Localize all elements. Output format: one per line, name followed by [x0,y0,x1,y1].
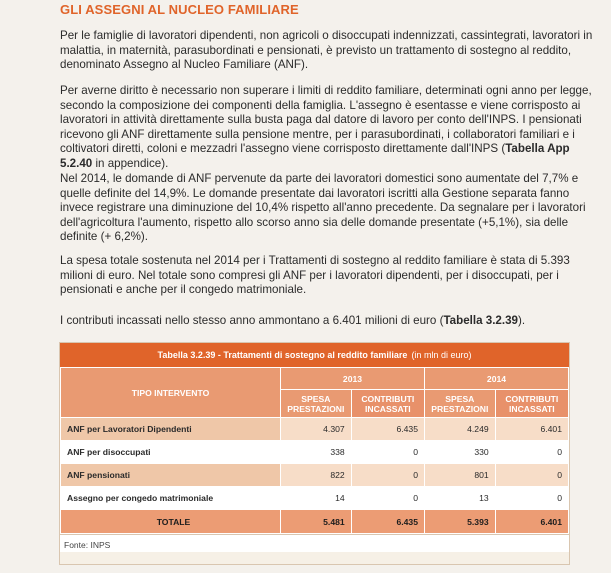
cell-contributi-2013: 6.435 [351,418,424,441]
row-label: ANF pensionati [61,464,281,487]
paragraph-requirements-end: in appendice). [92,156,169,170]
table-row [61,441,569,464]
cell-contributi-2013: 0 [351,487,424,510]
cell-spesa-2013: 822 [281,464,352,487]
cell-spesa-2013: 4.307 [281,418,352,441]
cell-contributi-2014: 0 [495,464,568,487]
paragraph-contributi-end: ). [518,314,526,327]
total-contributi-2013: 6.435 [351,510,424,534]
paragraph-2014-domande: Nel 2014, le domande di ANF pervenute da parte dei lavoratori domestici sono aumentate del 7,7% e quelle definite del 14,9%. Le domande presentate dai lavoratori iscritti alla Gestione separata fanno invece registrare una diminuzione del 10,4% rispetto all'anno precedente. Da segnalare per i lavoratori dell'agricoltura l'aumento, rispetto allo scorso anno sia delle domande presentate (+5,1%), sia delle definite (+ 6,2%). [60,172,586,244]
total-label: TOTALE [61,510,281,534]
table-row [61,464,569,487]
cell-contributi-2013: 0 [351,441,424,464]
table-source: Fonte: INPS [60,534,569,552]
cell-contributi-2013: 0 [351,464,424,487]
col-header-year-2013: 2013 [281,368,425,390]
total-spesa-2014: 5.393 [424,510,495,534]
table-3-2-39 [59,342,570,565]
section-heading: GLI ASSEGNI AL NUCLEO FAMILIARE [60,2,299,17]
col-header-contributi-2014: CONTRIBUTI INCASSATI [495,390,568,418]
row-label: Assegno per congedo matrimoniale [61,487,281,510]
cell-spesa-2014: 801 [424,464,495,487]
total-contributi-2014: 6.401 [495,510,568,534]
cell-spesa-2013: 338 [281,441,352,464]
col-header-spesa-2014: SPESA PRESTAZIONI [424,390,495,418]
cell-contributi-2014: 6.401 [495,418,568,441]
col-header-spesa-2013: SPESA PRESTAZIONI [281,390,352,418]
cell-contributi-2014: 0 [495,441,568,464]
table-reference-app: Tabella App 5.2.40 [60,142,570,170]
row-label: ANF per disoccupati [61,441,281,464]
table-title [60,343,569,367]
paragraph-contributi-text: I contributi incassati nello stesso anno ammontano a 6.401 milioni di euro ( [60,314,444,327]
table-row [61,487,569,510]
paragraph-contributi [60,314,594,329]
cell-contributi-2014: 0 [495,487,568,510]
cell-spesa-2014: 4.249 [424,418,495,441]
table-unit: (in mln di euro) [411,350,472,360]
row-label: ANF per Lavoratori Dipendenti [61,418,281,441]
total-spesa-2013: 5.481 [281,510,352,534]
data-table [60,367,569,534]
col-header-tipo: TIPO INTERVENTO [61,368,281,418]
table-reference: Tabella 3.2.39 [443,314,518,327]
cell-spesa-2014: 330 [424,441,495,464]
paragraph-spesa-totale: La spesa totale sostenuta nel 2014 per i Trattamenti di sostegno al reddito familiare è stata di 5.393 milioni di euro. Nel totale sono compresi gli ANF per i lavoratori dipendenti, per i disoccupati, per i pensionati e anche per il congedo matrimoniale. [60,254,570,297]
cell-spesa-2013: 14 [281,487,352,510]
table-title-text: Tabella 3.2.39 - Trattamenti di sostegno al reddito familiare [157,350,408,360]
paragraph-requirements-text: Per averne diritto è necessario non superare i limiti di reddito familiare, determinati ogni anno per legge, secondo la composizione dei componenti della famiglia. L'assegno è esentasse e viene corrisposto ai lavoratori in attività direttamente sulla busta paga dal datore di lavoro per conto dell'INPS. I pensionati ricevono gli ANF direttamente sulla pensione mentre, per i parasubordinati, i collaboratori familiari e i coltivatori diretti, coloni e mezzadri l'assegno viene corrisposto direttamente dall'INPS ( [60,84,592,156]
table-row-total [61,510,569,534]
table-row [61,418,569,441]
col-header-contributi-2013: CONTRIBUTI INCASSATI [351,390,424,418]
col-header-year-2014: 2014 [424,368,568,390]
paragraph-requirements [60,84,594,172]
cell-spesa-2014: 13 [424,487,495,510]
paragraph-intro: Per le famiglie di lavoratori dipendenti, non agricoli o disoccupati indennizzati, cassintegrati, lavoratori in malattia, in maternità, parasubordinati e pensionati, è previsto un trattamento di sostegno al reddito, denominato Assegno al Nucleo Familiare (ANF). [60,29,593,72]
